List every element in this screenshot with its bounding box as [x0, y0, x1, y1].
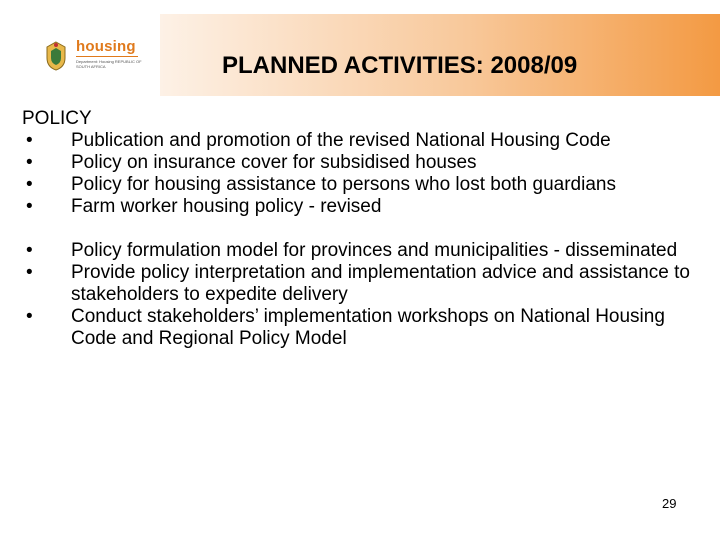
logo-area [0, 14, 160, 96]
policy-list-2 [22, 240, 702, 350]
spacer [22, 218, 702, 240]
bullet-icon: • [26, 130, 33, 151]
bullet-icon: • [26, 262, 33, 283]
slide-content [22, 108, 702, 350]
slide-title: PLANNED ACTIVITIES: 2008/09 [222, 52, 578, 79]
list-item: • Publication and promotion of the revised National Housing Code [26, 130, 611, 151]
bullet-icon: • [26, 174, 33, 195]
bullet-icon: • [26, 306, 33, 327]
bullet-icon: • [26, 196, 33, 217]
bullet-icon: • [26, 240, 33, 261]
logo-name: housing [76, 38, 136, 55]
section-heading: POLICY [22, 108, 92, 129]
page-number: 29 [662, 496, 677, 511]
list-item: • Provide policy interpretation and implementation advice and assistance to stakeholders to expedite delivery [26, 262, 690, 305]
list-item: • Policy formulation model for provinces and municipalities - disseminated [26, 240, 678, 261]
list-item: • Farm worker housing policy - revised [26, 196, 382, 217]
list-item: • Policy for housing assistance to persons who lost both guardians [26, 174, 616, 195]
logo-divider [76, 56, 138, 57]
logo-subtitle: Department: Housing REPUBLIC OF SOUTH AFRICA [76, 59, 142, 69]
coat-of-arms-icon [44, 40, 68, 72]
list-item: • Conduct stakeholders’ implementation workshops on National Housing Code and Regional Policy Model [26, 306, 665, 349]
policy-list-1 [22, 130, 702, 218]
list-item: • Policy on insurance cover for subsidised houses [26, 152, 477, 173]
bullet-icon: • [26, 152, 33, 173]
